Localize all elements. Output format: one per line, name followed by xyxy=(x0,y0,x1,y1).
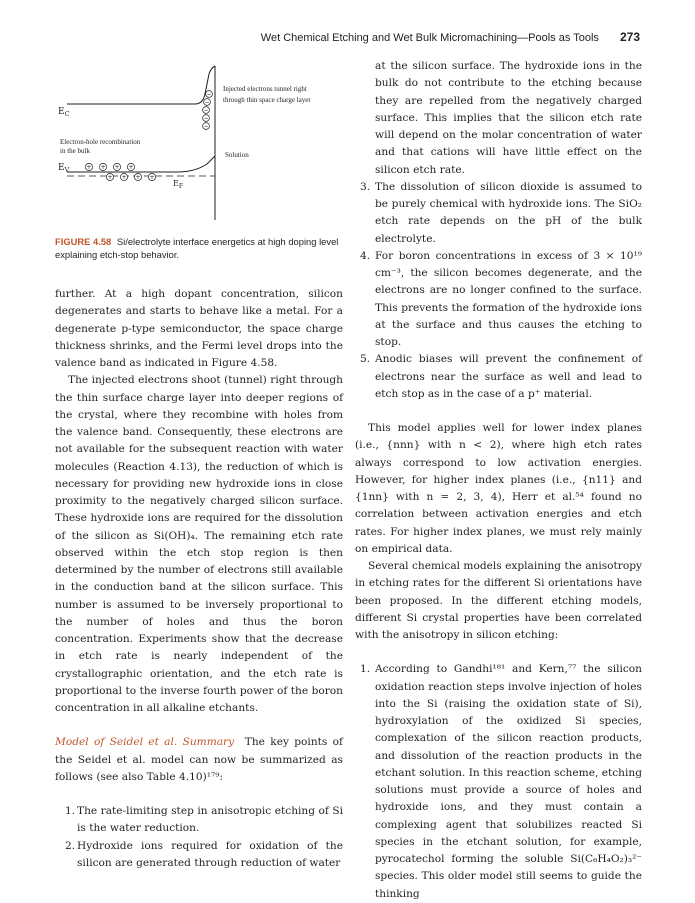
list-item: 3. The dissolution of silicon dioxide is assumed to be purely chemical with hydroxide ions. The SiO₂ etch rate depends on the pH of the bulk electrolyte. xyxy=(360,180,642,245)
band-diagram-figure xyxy=(55,60,345,235)
numbered-list xyxy=(355,179,642,403)
right-column xyxy=(355,58,642,903)
ef-label: $E_F$ xyxy=(173,179,184,190)
running-title: Wet Chemical Etching and Wet Bulk Micromachining—Pools as Tools xyxy=(260,32,599,44)
list-item: 4. For boron concentrations in excess of 3 × 10¹⁹ cm⁻³, the silicon becomes degenerate, and the electrons are no longer confined to the surface. This prevents the formation of the hydroxide ions at the surface and thus causes the etching to stop. xyxy=(360,249,642,348)
svg-text:−: − xyxy=(203,115,209,122)
left-column xyxy=(55,286,343,872)
svg-text:−: − xyxy=(206,91,212,98)
running-header xyxy=(261,30,640,44)
svg-text:−: − xyxy=(203,123,209,130)
svg-text:+: + xyxy=(114,164,120,171)
injected-label-2: through thin space charge layer xyxy=(223,96,311,104)
recombination-label-1: Electron-hole recombination xyxy=(60,138,141,146)
figure-label: FIGURE 4.58 xyxy=(55,236,112,247)
injected-label-1: Injected electrons tunnel right xyxy=(223,85,307,93)
paragraph: further. At a high dopant concentration, silicon degenerates and starts to behave like a metal. For a degenerate p-type semiconductor, the space charge thickness shrinks, and the Fermi level drops into the valence band as indicated in Figure 4.58. xyxy=(55,288,343,369)
list-item: 2. Hydroxide ions required for oxidation of the silicon are generated through reduction of water xyxy=(65,839,343,869)
page-number: 273 xyxy=(619,30,640,44)
numbered-list xyxy=(355,661,642,903)
recombination-label-2: in the bulk xyxy=(60,147,90,155)
svg-text:+: + xyxy=(107,174,113,181)
svg-text:−: − xyxy=(203,107,209,114)
paragraph-continued: at the silicon surface. The hydroxide ions in the bulk do not contribute to the etching because they are repelled from the negatively charged surface. This implies that the silicon etch rate will depend on the molar concentration of water and that cations will have little effect on the silicon etch rate. xyxy=(375,60,642,176)
paragraph: The injected electrons shoot (tunnel) right through the thin surface charge layer into deeper regions of the crystal, where they recombine with holes from the valence band. Consequently, these electrons are not available for the subsequent reaction with water molecules (Reaction 4.13), the reduction of which is necessary for providing new hydroxide ions in close proximity to the negatively charged silicon surface. These hydroxide ions are required for the dissolution of the silicon as Si(OH)₄. The remaining etch rate observed within the etch stop region is then determined by the number of electrons still available in the conduction band at the silicon surface. This number is assumed to be inversely proportional to the number of holes and thus the boron concentration. Experiments show that the decrease in etch rate is nearly independent of the crystallographic orientation, and the etch rate is proportional to the inverse fourth power of the boron concentration in all alkaline etchants. xyxy=(55,374,343,714)
svg-text:+: + xyxy=(135,174,141,181)
paragraph-text: The key points of the Seidel et al. model can now be summarized as follows (see also Table 4.10)¹⁷⁹: xyxy=(55,736,343,783)
list-item: 1. The rate-limiting step in anisotropic etching of Si is the water reduction. xyxy=(65,805,343,835)
numbered-list xyxy=(55,803,343,872)
svg-text:+: + xyxy=(128,164,134,171)
svg-text:+: + xyxy=(121,174,127,181)
solution-label: Solution xyxy=(225,151,249,159)
svg-text:+: + xyxy=(100,164,106,171)
conduction-band xyxy=(67,66,215,104)
figure-caption xyxy=(55,236,347,261)
svg-text:−: − xyxy=(204,99,210,106)
ec-label: $E_C$ xyxy=(58,107,70,118)
svg-text:+: + xyxy=(86,164,92,171)
ev-label: $E_V$ xyxy=(58,163,70,174)
paragraph: This model applies well for lower index planes (i.e., {nnn} with n < 2), where high etch rates always correspond to low activation energies. However, for higher index planes (i.e., {n11} and {1nn} with n = 2, 3, 4), Herr et al.⁵⁴ found no correlation between activation energies and etch rates. For higher index planes, we must rely mainly on empirical data. xyxy=(355,422,642,555)
paragraph: Several chemical models explaining the anisotropy in etching rates for the different Si orientations have been proposed. In the different etching models, different Si crystal properties have been correlated with the anisotropy in silicon etching: xyxy=(355,560,642,641)
list-item: 1. According to Gandhi¹⁸¹ and Kern,⁷⁷ the silicon oxidation reaction steps involve injection of holes into the Si (raising the oxidation state of Si), hydroxylation of the oxidized Si species, complexation of the silicon reaction products, and dissolution of the reaction products in the etchant solution. In this reaction scheme, etching solutions must provide a source of holes and hydroxide ions, and they must contain a complexing agent that solubilizes reacted Si species in the etchant solution, for example, pyrocatechol forming the soluble Si(C₆H₄O₂)₃²⁻ species. This older model still seems to guide the thinking xyxy=(360,663,642,900)
paragraph xyxy=(55,734,343,786)
svg-text:+: + xyxy=(149,174,155,181)
list-item: 5. Anodic biases will prevent the confinement of electrons near the surface as well and lead to etch stop as in the case of a p⁺ material. xyxy=(360,353,642,400)
caption-text: Si/electrolyte interface energetics at high doping level explaining etch-stop behavior. xyxy=(55,236,339,260)
section-heading: Model of Seidel et al. Summary xyxy=(55,736,235,749)
